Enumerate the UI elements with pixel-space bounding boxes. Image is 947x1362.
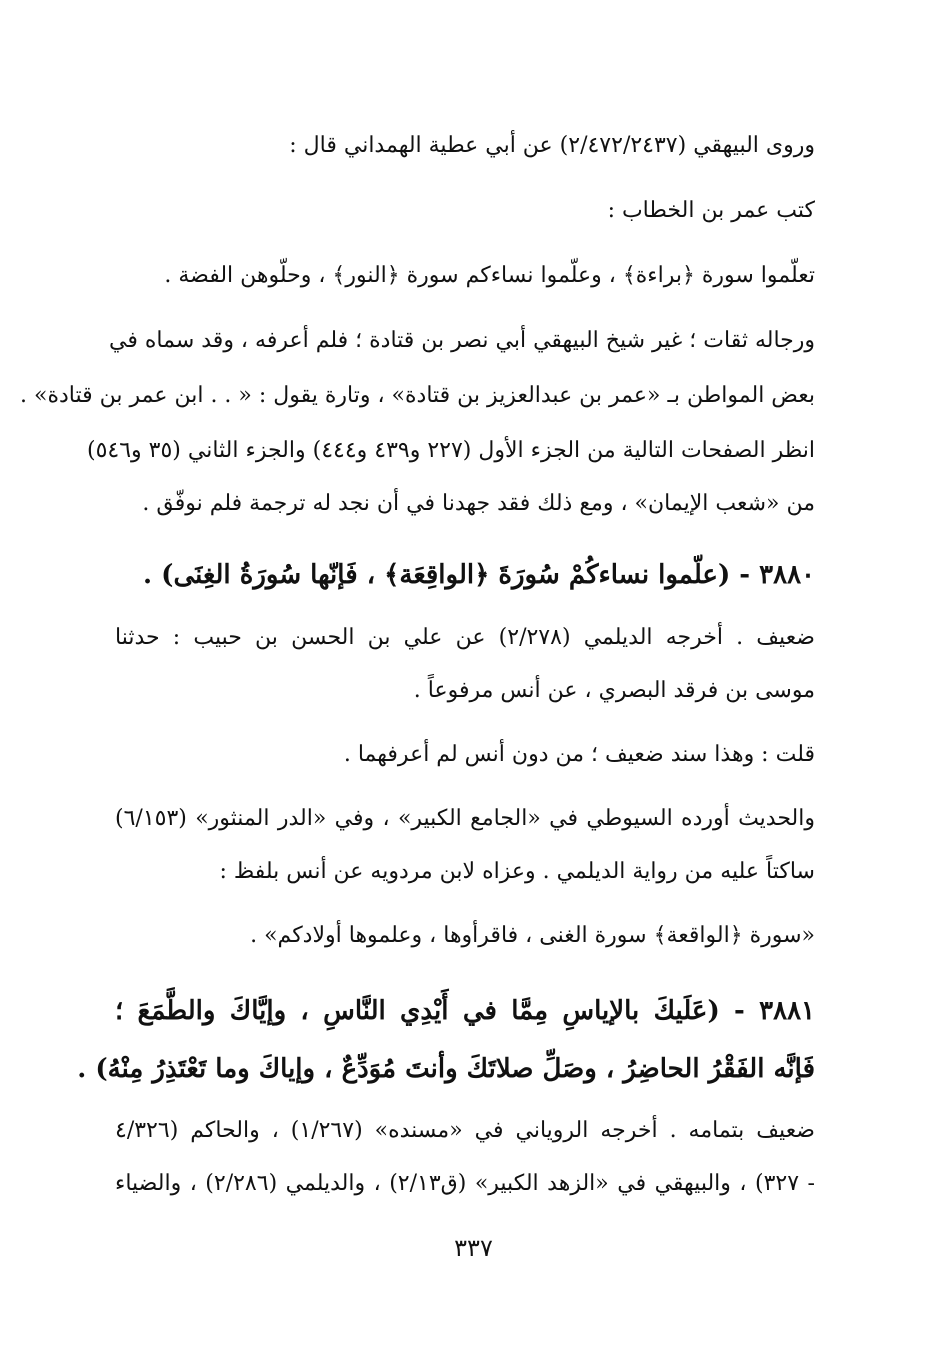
text-line-10: موسى بن فرقد البصري ، عن أنس مرفوعاً . xyxy=(413,678,815,703)
text-line-18: - ٣٢٧) ، والبيهقي في «الزهد الكبير» (ق٢/١٣) ، والديلمي (٢/٢٨٦) ، والضياء xyxy=(115,1171,815,1196)
hadith-heading-3881-line-1: ٣٨٨١ - (عَلَيكَ بالإياسِ مِمَّا في أَيْدِي النَّاسِ ، وإيَّاكَ والطَّمَعَ ؛ xyxy=(115,996,815,1026)
text-line-1: وروى البيهقي (٢/٤٧٢/٢٤٣٧) عن أبي عطية الهمداني قال : xyxy=(289,133,815,158)
hadith-heading-3880: ٣٨٨٠ - (علّموا نساءكُمْ سُورَةَ ﴿الواقِعَة﴾ ، فَإنّها سُورَةُ الغِنَى) . xyxy=(143,560,815,590)
text-line-6: انظر الصفحات التالية من الجزء الأول (٢٢٧ و٤٣٩ و٤٤٤) والجزء الثاني (٣٥ و٥٤٦) xyxy=(86,438,815,463)
text-line-11: قلت : وهذا سند ضعيف ؛ من دون أنس لم أعرفهما . xyxy=(343,742,815,767)
text-line-13: ساكتاً عليه من رواية الديلمي . وعزاه لابن مردويه عن أنس بلفظ : xyxy=(219,859,815,884)
page-number: ٣٣٧ xyxy=(454,1234,493,1262)
text-line-2: كتب عمر بن الخطاب : xyxy=(607,198,815,223)
text-line-4: ورجاله ثقات ؛ غير شيخ البيهقي أبي نصر بن قتادة ؛ فلم أعرفه ، وقد سماه في xyxy=(109,328,815,353)
text-line-7: من «شعب الإيمان» ، ومع ذلك فقد جهدنا في أن نجد له ترجمة فلم نوفّق . xyxy=(142,491,815,516)
text-line-17: ضعيف بتمامه . أخرجه الروياني في «مسنده» (١/٢٦٧) ، والحاكم (٤/٣٢٦ xyxy=(115,1118,815,1143)
text-line-9: ضعيف . أخرجه الديلمي (٢/٢٧٨) عن علي بن الحسن بن حبيب : حدثنا xyxy=(115,625,815,650)
hadith-heading-3881-line-2: فَإنَّه الفَقْرُ الحاضِرُ ، وصَلِّ صلاتَكَ وأنتَ مُوَدِّعٌ ، وإياكَ وما تَعْتَذِرُ مِنْهُ) . xyxy=(77,1054,815,1084)
text-line-12: والحديث أورده السيوطي في «الجامع الكبير» ، وفي «الدر المنثور» (٦/١٥٣) xyxy=(115,806,815,831)
text-line-5: بعض المواطن بـ «عمر بن عبدالعزيز بن قتادة» ، وتارة يقول : « . . ابن عمر بن قتادة» . xyxy=(20,383,815,408)
text-line-14: «سورة ﴿الواقعة﴾ سورة الغنى ، فاقرأوها ، وعلموها أولادكم» . xyxy=(250,923,815,948)
text-line-3: تعلّموا سورة ﴿براءة﴾ ، وعلّموا نساءكم سورة ﴿النور﴾ ، وحلّوهن الفضة . xyxy=(164,263,815,288)
